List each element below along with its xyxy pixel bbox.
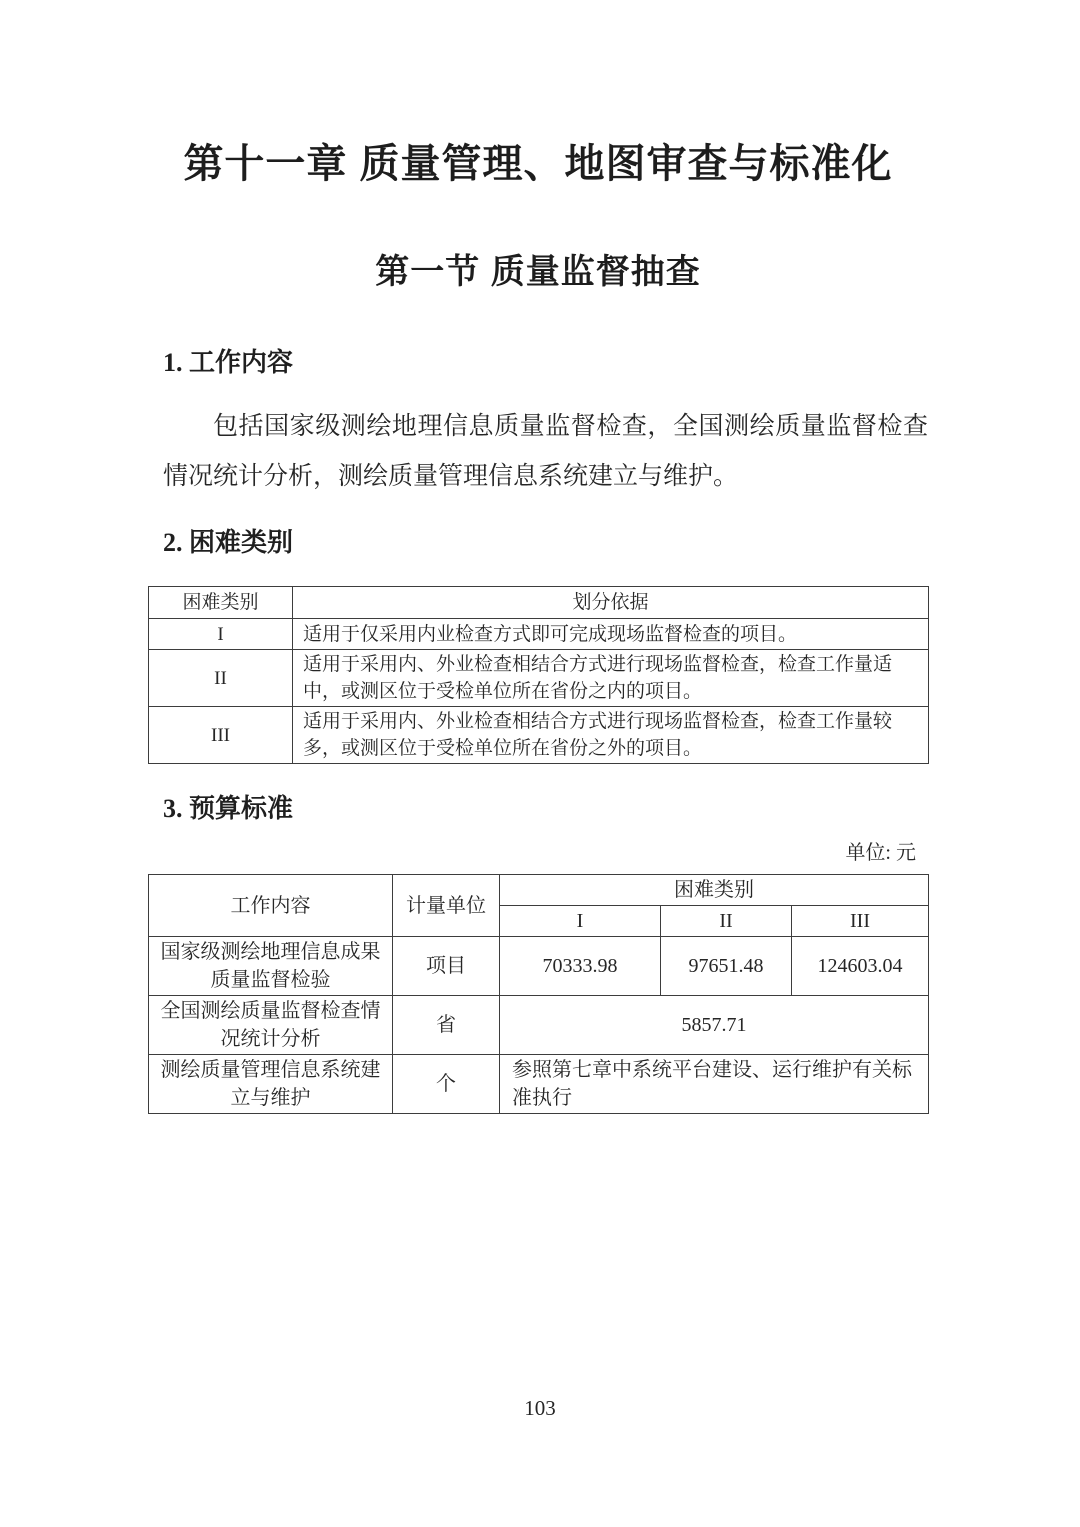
column-header-work-content: 工作内容 <box>149 875 393 937</box>
difficulty-level-cell: I <box>149 619 293 650</box>
heading-budget-standard: 3. 预算标准 <box>163 794 294 823</box>
measure-unit-cell: 省 <box>393 996 500 1055</box>
page-content <box>148 0 928 1114</box>
difficulty-level-cell: II <box>149 650 293 707</box>
division-basis-cell: 适用于采用内、外业检查相结合方式进行现场监督检查，检查工作量较多，或测区位于受检单位所在省份之外的项目。 <box>293 707 929 764</box>
column-header-level-1: I <box>500 906 661 937</box>
budget-value-cell: 70333.98 <box>500 937 661 996</box>
budget-note-cell: 参照第七章中系统平台建设、运行维护有关标准执行 <box>500 1055 929 1114</box>
division-basis-cell: 适用于采用内、外业检查相结合方式进行现场监督检查，检查工作量适中，或测区位于受检单位所在省份之内的项目。 <box>293 650 929 707</box>
table-row <box>149 707 929 764</box>
chapter-title: 第十一章 质量管理、地图审查与标准化 <box>183 142 893 186</box>
table-row <box>149 619 929 650</box>
measure-unit-cell: 项目 <box>393 937 500 996</box>
section-title: 第一节 质量监督抽查 <box>375 253 701 291</box>
column-header-difficulty-category: 困难类别 <box>500 875 929 906</box>
column-header-level-2: II <box>661 906 792 937</box>
unit-note: 单位: 元 <box>845 842 916 864</box>
table-row <box>149 937 929 996</box>
difficulty-category-table <box>148 586 929 764</box>
table-row <box>149 996 929 1055</box>
column-header-measure-unit: 计量单位 <box>393 875 500 937</box>
table-row <box>149 1055 929 1114</box>
work-content-paragraph: 包括国家级测绘地理信息质量监督检查，全国测绘质量监督检查情况统计分析，测绘质量管理信息系统建立与维护。 <box>163 413 928 490</box>
table-row <box>149 650 929 707</box>
column-header-level-3: III <box>792 906 929 937</box>
budget-value-cell: 124603.04 <box>792 937 929 996</box>
column-header-division-basis: 划分依据 <box>293 587 929 619</box>
division-basis-cell: 适用于仅采用内业检查方式即可完成现场监督检查的项目。 <box>293 619 929 650</box>
work-content-cell: 全国测绘质量监督检查情况统计分析 <box>149 996 393 1055</box>
column-header-difficulty-category: 困难类别 <box>149 587 293 619</box>
heading-work-content: 1. 工作内容 <box>163 348 294 377</box>
heading-difficulty-category: 2. 困难类别 <box>163 528 294 557</box>
measure-unit-cell: 个 <box>393 1055 500 1114</box>
work-content-cell: 国家级测绘地理信息成果质量监督检验 <box>149 937 393 996</box>
work-content-cell: 测绘质量管理信息系统建立与维护 <box>149 1055 393 1114</box>
budget-value-cell: 5857.71 <box>500 996 929 1055</box>
difficulty-level-cell: III <box>149 707 293 764</box>
table-header-row <box>149 875 929 906</box>
budget-value-cell: 97651.48 <box>661 937 792 996</box>
table-header-row <box>149 587 929 619</box>
budget-standard-table <box>148 874 929 1114</box>
page-number: 103 <box>524 1396 556 1420</box>
